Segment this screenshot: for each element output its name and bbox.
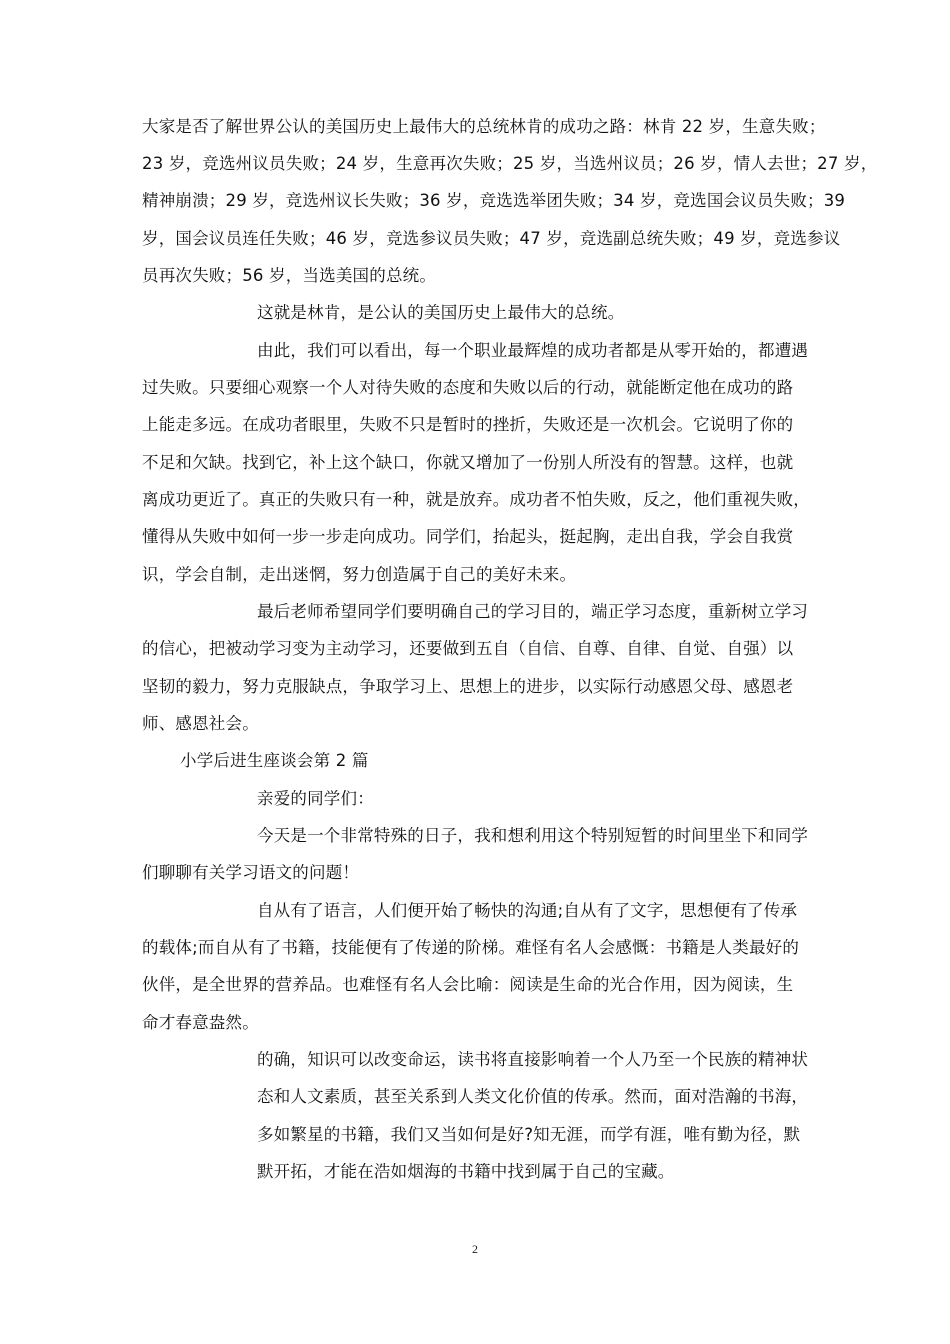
paragraph-line: 23 岁，竞选州议员失败；24 岁，生意再次失败；25 岁，当选州议员；26 岁，情人去世；27 岁，: [142, 154, 878, 173]
paragraph-line: 命才春意盎然。: [142, 1013, 259, 1032]
paragraph-line: 离成功更近了。真正的失败只有一种，就是放弃。成功者不怕失败，反之，他们重视失败，: [142, 490, 810, 509]
paragraph-line: 自从有了语言，人们便开始了畅快的沟通;自从有了文字，思想便有了传承: [257, 901, 798, 920]
paragraph-line: 精神崩溃；29 岁，竞选州议长失败；36 岁，竞选选举团失败；34 岁，竞选国会议员失败；39: [142, 191, 846, 210]
paragraph-line: 大家是否了解世界公认的美国历史上最伟大的总统林肯的成功之路：林肯 22 岁，生意失败；: [142, 117, 826, 136]
paragraph-line: 默开拓，才能在浩如烟海的书籍中找到属于自己的宝藏。: [257, 1162, 675, 1181]
paragraph-line: 不足和欠缺。找到它，补上这个缺口，你就又增加了一份别人所没有的智慧。这样，也就: [142, 453, 794, 472]
paragraph-line: 的确，知识可以改变命运，读书将直接影响着一个人乃至一个民族的精神状: [257, 1050, 809, 1069]
paragraph-line: 今天是一个非常特殊的日子，我和想利用这个特别短暂的时间里坐下和同学: [257, 826, 809, 845]
section-heading: 小学后进生座谈会第 2 篇: [180, 751, 369, 770]
paragraph-line: 们聊聊有关学习语文的问题！: [142, 863, 360, 882]
paragraph-line: 懂得从失败中如何一步一步走向成功。同学们，抬起头，挺起胸，走出自我，学会自我赏: [142, 527, 794, 546]
paragraph-line: 岁，国会议员连任失败；46 岁，竞选参议员失败；47 岁，竞选副总统失败；49 岁，竞选参议: [142, 229, 841, 248]
paragraph-line: 上能走多远。在成功者眼里，失败不只是暂时的挫折，失败还是一次机会。它说明了你的: [142, 415, 794, 434]
paragraph-line: 的信心，把被动学习变为主动学习，还要做到五自（自信、自尊、自律、自觉、自强）以: [142, 639, 794, 658]
paragraph-line: 态和人文素质，甚至关系到人类文化价值的传承。然而，面对浩瀚的书海，: [257, 1087, 809, 1106]
paragraph-line: 由此，我们可以看出，每一个职业最辉煌的成功者都是从零开始的，都遭遇: [257, 341, 809, 360]
paragraph-line: 的载体;而自从有了书籍，技能便有了传递的阶梯。难怪有名人会感慨：书籍是人类最好的: [142, 938, 800, 957]
page-number: 2: [472, 1242, 478, 1256]
paragraph-line: 过失败。只要细心观察一个人对待失败的态度和失败以后的行动，就能断定他在成功的路: [142, 378, 794, 397]
paragraph-line: 伙伴，是全世界的营养品。也难怪有名人会比喻：阅读是生命的光合作用，因为阅读，生: [142, 975, 794, 994]
paragraph-line: 员再次失败；56 岁，当选美国的总统。: [142, 266, 437, 285]
paragraph-line: 这就是林肯，是公认的美国历史上最伟大的总统。: [257, 303, 625, 322]
paragraph-line: 坚韧的毅力，努力克服缺点，争取学习上、思想上的进步，以实际行动感恩父母、感恩老: [142, 677, 794, 696]
paragraph-line: 师、感恩社会。: [142, 714, 259, 733]
paragraph-line: 识，学会自制，走出迷惘，努力创造属于自己的美好未来。: [142, 565, 577, 584]
paragraph-line: 最后老师希望同学们要明确自己的学习目的，端正学习态度，重新树立学习: [257, 602, 809, 621]
paragraph-line: 多如繁星的书籍，我们又当如何是好?知无涯，而学有涯，唯有勤为径，默: [257, 1125, 801, 1144]
greeting-line: 亲爱的同学们：: [257, 789, 374, 808]
